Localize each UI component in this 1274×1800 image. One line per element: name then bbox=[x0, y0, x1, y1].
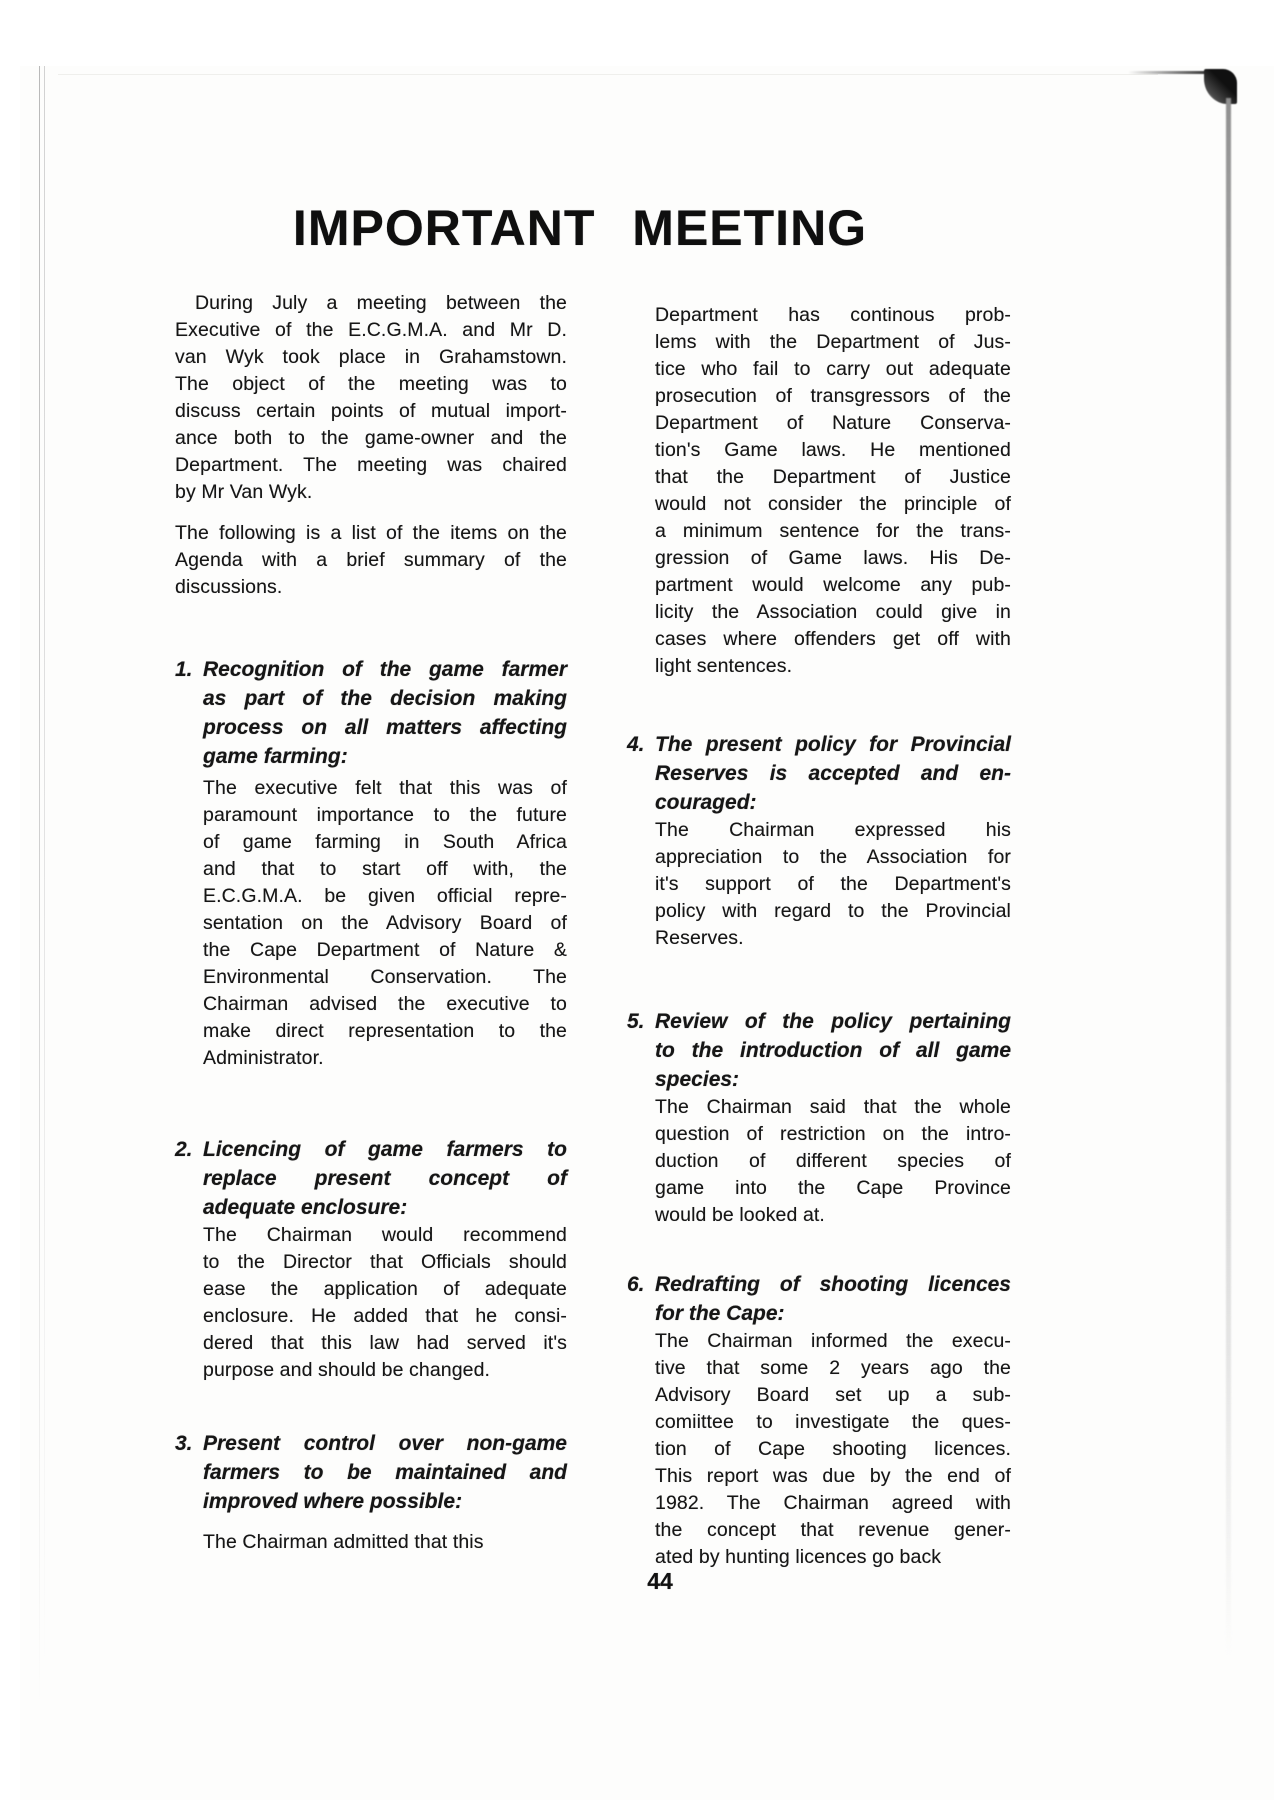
scan-edge-shadow bbox=[1226, 98, 1231, 1658]
item-number: 5. bbox=[627, 1010, 645, 1033]
item-body: The Chairman admitted that this bbox=[203, 1531, 484, 1553]
scan-corner-mark bbox=[1128, 71, 1212, 74]
page-number: 44 bbox=[647, 1568, 673, 1594]
item-body: The executive felt that this was of paramount importance to the future of game farming in South Africa and that to start off with, the E.C.G.M.A. be given official repre- sentation on the Advisory Board of the Cape Department of Nature & Environmental Conservation. The Chairman advised the executive to make direct representation to the Administrator. bbox=[203, 777, 567, 1069]
item-heading: Recognition of the game farmer as part of the decision making process on all matters affecting game farming: bbox=[203, 658, 567, 768]
item-body: The Chairman expressed his appreciation to the Association for it's support of the Department's policy with regard to the Provincial Reserves. bbox=[655, 819, 1011, 949]
item-heading: Review of the policy pertaining to the introduction of all game species: bbox=[655, 1010, 1011, 1091]
agenda-item-1 bbox=[175, 655, 567, 1072]
item-body: The Chairman said that the whole question of restriction on the intro- duction of different species of game into the Cape Province would be looked at. bbox=[655, 1096, 1011, 1226]
scan-spine-line bbox=[44, 66, 45, 1666]
intro-paragraph: During July a meeting between the Executive of the E.C.G.M.A. and Mr D. van Wyk took place in Grahamstown. The object of the meeting was to discuss certain points of mutual import- ance both to the game-owner and the Department. The meeting was chaired by Mr Van Wyk. bbox=[175, 292, 567, 503]
agenda-item-6 bbox=[627, 1270, 1011, 1571]
scan-spine-line bbox=[39, 66, 40, 1706]
agenda-note-paragraph: The following is a list of the items on the Agenda with a brief summary of the discussions. bbox=[175, 522, 567, 598]
item-number: 2. bbox=[175, 1138, 193, 1161]
item-number: 1. bbox=[175, 658, 193, 681]
item-heading: The present policy for Provincial Reserves is accepted and en- couraged: bbox=[655, 733, 1011, 814]
item-number: 6. bbox=[627, 1273, 645, 1296]
left-column bbox=[175, 290, 567, 1556]
agenda-item-4 bbox=[627, 730, 1011, 952]
item-heading: Licencing of game farmers to replace present concept of adequate enclosure: bbox=[203, 1138, 567, 1219]
item-heading: Redrafting of shooting licences for the Cape: bbox=[655, 1273, 1011, 1325]
right-column bbox=[627, 302, 1011, 1571]
continuation-paragraph: Department has continous prob- lems with the Department of Jus- tice who fail to carry out adequate prosecution of transgressors of the Department of Nature Conserva- tion's Game laws. He mentioned that the Department of Justice would not consider the principle of a minimum sentence for the trans- gression of Game laws. His De- partment would welcome any pub- licity the Association could give in cases where offenders get off with light sentences. bbox=[655, 304, 1011, 677]
agenda-item-3 bbox=[175, 1429, 567, 1556]
item-body: The Chairman would recommend to the Director that Officials should ease the application of adequate enclosure. He added that he consi- dered that this law had served it's purpose and should be changed. bbox=[203, 1224, 567, 1381]
item-body: The Chairman informed the execu- tive that some 2 years ago the Advisory Board set up a sub- comiittee to investigate the ques- tion of Cape shooting licences. This report was due by the end of 1982. The Chairman agreed with the concept that revenue gener- ated by hunting licences go back bbox=[655, 1330, 1011, 1568]
item-heading: Present control over non-game farmers to be maintained and improved where possible: bbox=[203, 1432, 567, 1513]
page-title: IMPORTANT MEETING bbox=[292, 199, 868, 256]
item-number: 4. bbox=[627, 733, 645, 756]
agenda-item-5 bbox=[627, 1007, 1011, 1229]
scan-page-top-edge bbox=[58, 74, 1158, 75]
item-number: 3. bbox=[175, 1432, 193, 1455]
agenda-item-2 bbox=[175, 1135, 567, 1384]
